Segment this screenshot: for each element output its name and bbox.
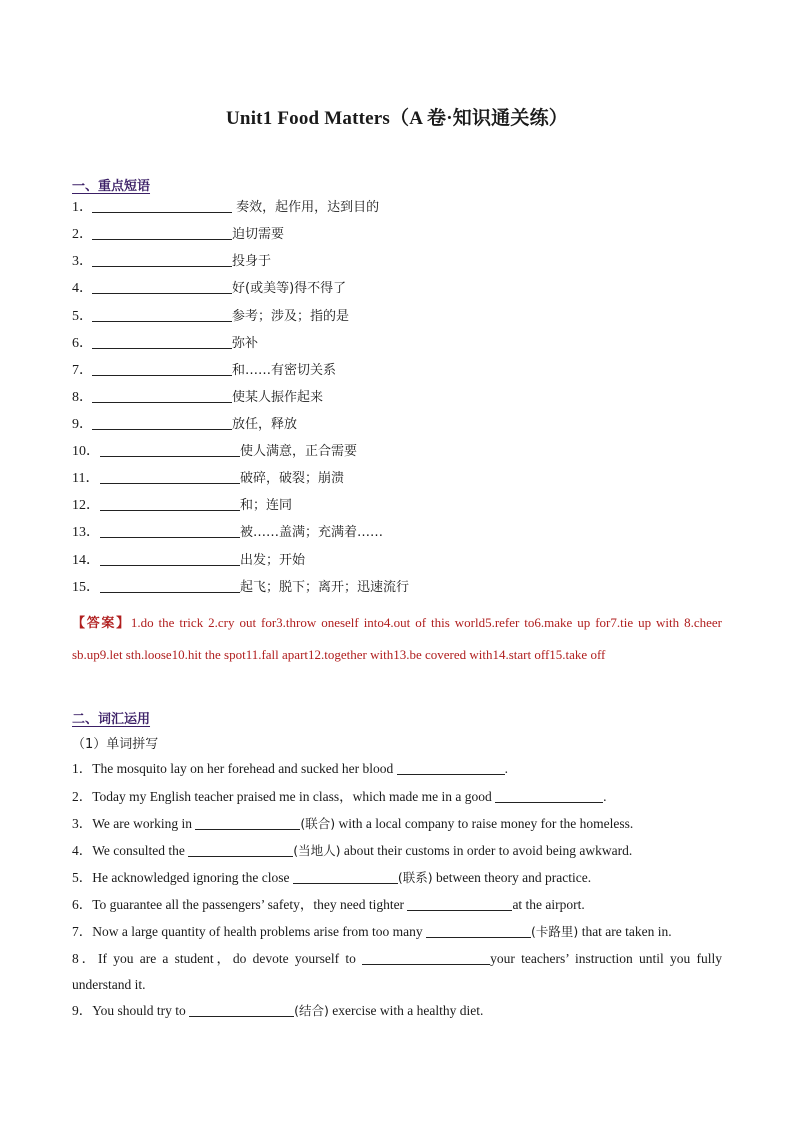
question-text-after: with a local company to raise money for the homeless. [335,816,634,831]
question-text-after: at the airport. [512,897,585,912]
document-title: Unit1 Food Matters（A 卷·知识通关练） [226,108,568,129]
question-number: 6． [72,897,93,912]
question-item [72,892,722,918]
phrase-meaning: 出发；开始 [240,553,306,568]
item-number: 14． [72,553,100,568]
phrase-meaning: 使某人振作起来 [232,390,324,405]
item-number: 5． [72,309,93,324]
subheading-spelling: （1）单词拼写 [72,737,159,752]
item-number: 1． [72,200,93,215]
question-text-after: . [603,789,607,804]
phrase-item [72,388,323,408]
item-number: 6． [72,336,93,351]
question-number: 4． [72,843,93,858]
phrase-meaning: 放任，释放 [232,417,298,432]
phrase-item [72,469,344,489]
item-number: 4． [72,281,93,296]
question-text: You should try to [92,1003,190,1018]
phrase-meaning: 使人满意，正合需要 [240,444,358,459]
phrase-meaning: 和……有密切关系 [232,363,337,378]
answer-blank[interactable] [92,279,232,294]
phrase-meaning: 好(或美等)得不得了 [232,281,347,296]
answer-blank[interactable] [92,225,232,240]
question-number: 1． [72,761,93,776]
question-text-after: exercise with a healthy diet. [328,1003,484,1018]
answer-blank[interactable] [362,950,490,965]
question-text-after: that are taken in. [578,924,672,939]
question-text: Today my English teacher praised me in class，which made me in a good [92,789,496,804]
question-number: 8． [72,951,98,966]
answer-blank[interactable] [100,578,240,593]
phrase-item [72,361,336,381]
question-text-after: about their customs in order to avoid being awkward. [340,843,633,858]
question-text: If you are a student，do devote yourself to [97,951,363,966]
phrase-meaning: 和；连同 [240,498,293,513]
answer-blank[interactable] [92,307,232,322]
question-number: 2． [72,789,93,804]
question-text: To guarantee all the passengers’ safety，they need tighter [92,897,408,912]
phrase-item [72,578,409,598]
answer-blank[interactable] [92,198,232,213]
phrase-item [72,252,271,272]
item-number: 3． [72,254,93,269]
phrase-item [72,415,297,435]
item-number: 11． [72,471,100,486]
answer-blank[interactable] [92,361,232,376]
question-item [72,946,722,998]
phrase-item [72,496,292,516]
item-number: 15． [72,580,100,595]
answer-blank[interactable] [407,896,512,911]
answer-blank[interactable] [189,1002,294,1017]
answer-blank[interactable] [100,551,240,566]
chinese-hint: (联系) [397,870,433,885]
answer-blank[interactable] [92,388,232,403]
question-number: 3． [72,816,93,831]
answer-blank[interactable] [92,334,232,349]
answer-blank[interactable] [188,842,293,857]
answer-blank[interactable] [100,442,240,457]
question-item [72,838,722,864]
phrase-meaning: 起飞；脱下；离开；迅速流行 [240,580,410,595]
question-text: Now a large quantity of health problems arise from too many [92,924,427,939]
item-number: 13． [72,525,100,540]
item-number: 7． [72,363,93,378]
phrase-meaning: 迫切需要 [232,227,285,242]
chinese-hint: (联合) [300,816,336,831]
phrase-item [72,198,379,218]
phrase-meaning: 被……盖满；充满着…… [240,525,384,540]
answer-blank[interactable] [100,496,240,511]
question-number: 7． [72,924,93,939]
chinese-hint: (当地人) [293,843,341,858]
phrase-meaning: 投身于 [232,254,272,269]
phrase-item [72,442,357,462]
item-number: 12． [72,498,100,513]
answer-blank[interactable] [100,523,240,538]
chinese-hint: (结合) [294,1003,329,1018]
phrase-item [72,307,349,327]
answer-tag: 【答案】 [72,616,131,631]
question-item [72,811,722,837]
question-number: 9． [72,1003,93,1018]
item-number: 8． [72,390,93,405]
question-text: He acknowledged ignoring the close [92,870,293,885]
question-item [72,756,722,782]
question-text: We are working in [92,816,196,831]
item-number: 2． [72,227,93,242]
phrase-item [72,225,284,245]
answer-blank[interactable] [426,923,531,938]
answer-text: 1.do the trick 2.cry out for3.throw oneself into4.out of this world5.refer to6.make up for7.tie up with 8.cheer sb.up9.let sth.loose10.hit the spot11.fall apart12.together with13.be covered with14.start off15.take off [72,615,722,662]
phrase-meaning: 弥补 [232,336,259,351]
answer-blank[interactable] [495,788,603,803]
phrase-item [72,551,305,571]
answer-block [72,607,722,670]
phrase-meaning: 奏效，起作用，达到目的 [232,200,380,215]
phrase-item [72,279,346,299]
question-text-after: between theory and practice. [432,870,592,885]
phrase-meaning: 参考；涉及；指的是 [232,309,350,324]
question-item [72,919,722,945]
phrase-item [72,334,258,354]
chinese-hint: (卡路里) [531,924,579,939]
phrase-item [72,523,383,543]
answer-blank[interactable] [195,815,300,830]
answer-blank[interactable] [100,469,240,484]
section-heading-key-phrases: 一、重点短语 [72,179,151,194]
question-text: We consulted the [92,843,189,858]
answer-blank[interactable] [92,252,232,267]
question-text: The mosquito lay on her forehead and sucked her blood [92,761,397,776]
question-item [72,998,722,1024]
phrase-meaning: 破碎，破裂；崩溃 [240,471,345,486]
question-item [72,865,722,891]
section-heading-vocabulary: 二、词汇运用 [72,712,151,727]
item-number: 10． [72,444,100,459]
question-text-after: . [504,761,509,776]
answer-blank[interactable] [293,869,398,884]
question-text-after: your teachers’ instruction until you fully understand it. [72,951,723,992]
item-number: 9． [72,417,93,432]
question-item [72,784,722,810]
answer-blank[interactable] [397,760,505,775]
question-number: 5． [72,870,93,885]
answer-blank[interactable] [92,415,232,430]
